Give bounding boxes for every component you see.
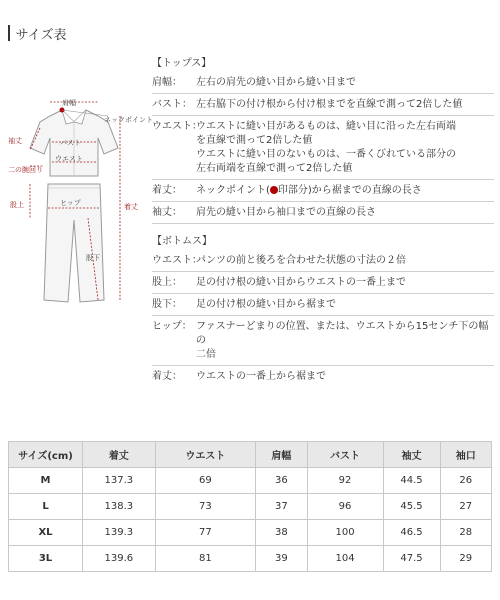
row-value <box>196 184 494 198</box>
header-length: 着丈 <box>83 442 156 468</box>
row-value: 足の付け根の縫い目から裾まで <box>196 299 336 310</box>
row-text-after: 印部分)から裾までの直線の長さ <box>277 185 422 196</box>
row-value: パンツの前と後ろを合わせた状態の寸法の２倍 <box>196 255 406 266</box>
header-bust: バスト <box>307 442 383 468</box>
row-line: ウエストに縫い目があるものは、縫い目に沿った左右両端 <box>196 121 456 132</box>
cell-shoulder: 37 <box>256 494 307 520</box>
cell-shoulder: 39 <box>256 546 307 572</box>
cell-waist: 77 <box>155 520 255 546</box>
tops-row-shoulder <box>152 72 494 94</box>
label-upper-arm: 二の腕回り <box>8 166 43 174</box>
row-label: 着丈： <box>152 371 182 382</box>
row-label: ウエスト： <box>152 121 202 132</box>
row-value: 足の付け根の縫い目からウエストの一番上まで <box>196 277 406 288</box>
cell-cuff: 28 <box>440 520 492 546</box>
cell-sleeve: 44.5 <box>383 468 440 494</box>
header-cuff: 袖口 <box>440 442 492 468</box>
row-label: 肩幅： <box>152 77 182 88</box>
table-row <box>9 546 492 572</box>
row-value: ウエストの一番上から裾まで <box>196 371 326 382</box>
label-hip: ヒップ <box>60 199 81 207</box>
cell-cuff: 26 <box>440 468 492 494</box>
tops-row-bust <box>152 94 494 116</box>
cell-sleeve: 45.5 <box>383 494 440 520</box>
page-title <box>8 24 66 42</box>
table-row <box>9 494 492 520</box>
size-table <box>8 441 492 572</box>
row-line: 二倍 <box>196 349 216 360</box>
cell-bust: 104 <box>307 546 383 572</box>
measurement-specs <box>152 56 494 387</box>
row-line: を直線で測って2倍した値 <box>196 135 313 146</box>
row-label: 着丈： <box>152 185 182 196</box>
tops-row-waist <box>152 116 494 180</box>
cell-shoulder: 36 <box>256 468 307 494</box>
cell-length: 138.3 <box>83 494 156 520</box>
label-waist: ウエスト <box>55 155 83 163</box>
cell-size: XL <box>9 520 83 546</box>
cell-size: 3L <box>9 546 83 572</box>
cell-waist: 69 <box>155 468 255 494</box>
row-label: ウエスト： <box>152 255 202 266</box>
header-shoulder: 肩幅 <box>256 442 307 468</box>
row-value <box>196 120 494 176</box>
garment-figure <box>0 88 153 320</box>
cell-waist: 81 <box>155 546 255 572</box>
cell-length: 139.6 <box>83 546 156 572</box>
header-waist: ウエスト <box>155 442 255 468</box>
label-sleeve-length: 袖丈 <box>8 137 22 145</box>
row-value: 左右の肩先の縫い目から縫い目まで <box>196 77 356 88</box>
cell-waist: 73 <box>155 494 255 520</box>
bottoms-row-length <box>152 366 494 387</box>
row-label: 股下： <box>152 299 182 310</box>
bottoms-row-hip <box>152 316 494 366</box>
size-table-header-row <box>9 442 492 468</box>
cell-sleeve: 46.5 <box>383 520 440 546</box>
row-label: バスト： <box>152 99 192 110</box>
tops-heading: 【トップス】 <box>152 58 212 69</box>
neck-point-dot-icon <box>270 186 278 194</box>
cell-shoulder: 38 <box>256 520 307 546</box>
row-value: 左右脇下の付け根から付け根までを直線で測って2倍した値 <box>196 99 463 110</box>
cell-length: 137.3 <box>83 468 156 494</box>
cell-bust: 96 <box>307 494 383 520</box>
row-line: ファスナーどまりの位置、または、ウエストから15センチ下の幅の <box>196 321 489 346</box>
label-rise: 股上 <box>10 201 24 209</box>
cell-sleeve: 47.5 <box>383 546 440 572</box>
row-label: 袖丈： <box>152 207 182 218</box>
label-inseam: 股下 <box>86 254 100 262</box>
header-sleeve: 袖丈 <box>383 442 440 468</box>
cell-length: 139.3 <box>83 520 156 546</box>
cell-size: M <box>9 468 83 494</box>
row-line: 左右両端を直線で測って2倍した値 <box>196 163 353 174</box>
cell-size: L <box>9 494 83 520</box>
row-label: ヒップ： <box>152 321 192 332</box>
row-label: 股上： <box>152 277 182 288</box>
row-value: 肩先の縫い目から袖口までの直線の長さ <box>196 207 376 218</box>
bottoms-row-waist <box>152 250 494 272</box>
cell-cuff: 29 <box>440 546 492 572</box>
label-shoulder: 肩幅 <box>62 99 76 107</box>
bottoms-row-inseam <box>152 294 494 316</box>
cell-bust: 100 <box>307 520 383 546</box>
label-neck-point: ネックポイント <box>104 116 153 124</box>
row-value <box>196 320 494 362</box>
label-bust: バスト <box>60 139 81 147</box>
bottoms-heading: 【ボトムス】 <box>152 236 212 247</box>
header-size: サイズ(cm) <box>9 442 83 468</box>
tops-row-sleeve <box>152 202 494 224</box>
row-line: ウエストに縫い目のないものは、一番くびれている部分の <box>196 149 456 160</box>
label-total-length: 着丈 <box>124 203 138 211</box>
page-title-text: サイズ表 <box>15 27 67 43</box>
cell-bust: 92 <box>307 468 383 494</box>
row-text-before: ネックポイント( <box>196 185 270 196</box>
title-bar <box>8 25 10 41</box>
table-row <box>9 520 492 546</box>
table-row <box>9 468 492 494</box>
bottoms-row-rise <box>152 272 494 294</box>
tops-row-length <box>152 180 494 202</box>
cell-cuff: 27 <box>440 494 492 520</box>
